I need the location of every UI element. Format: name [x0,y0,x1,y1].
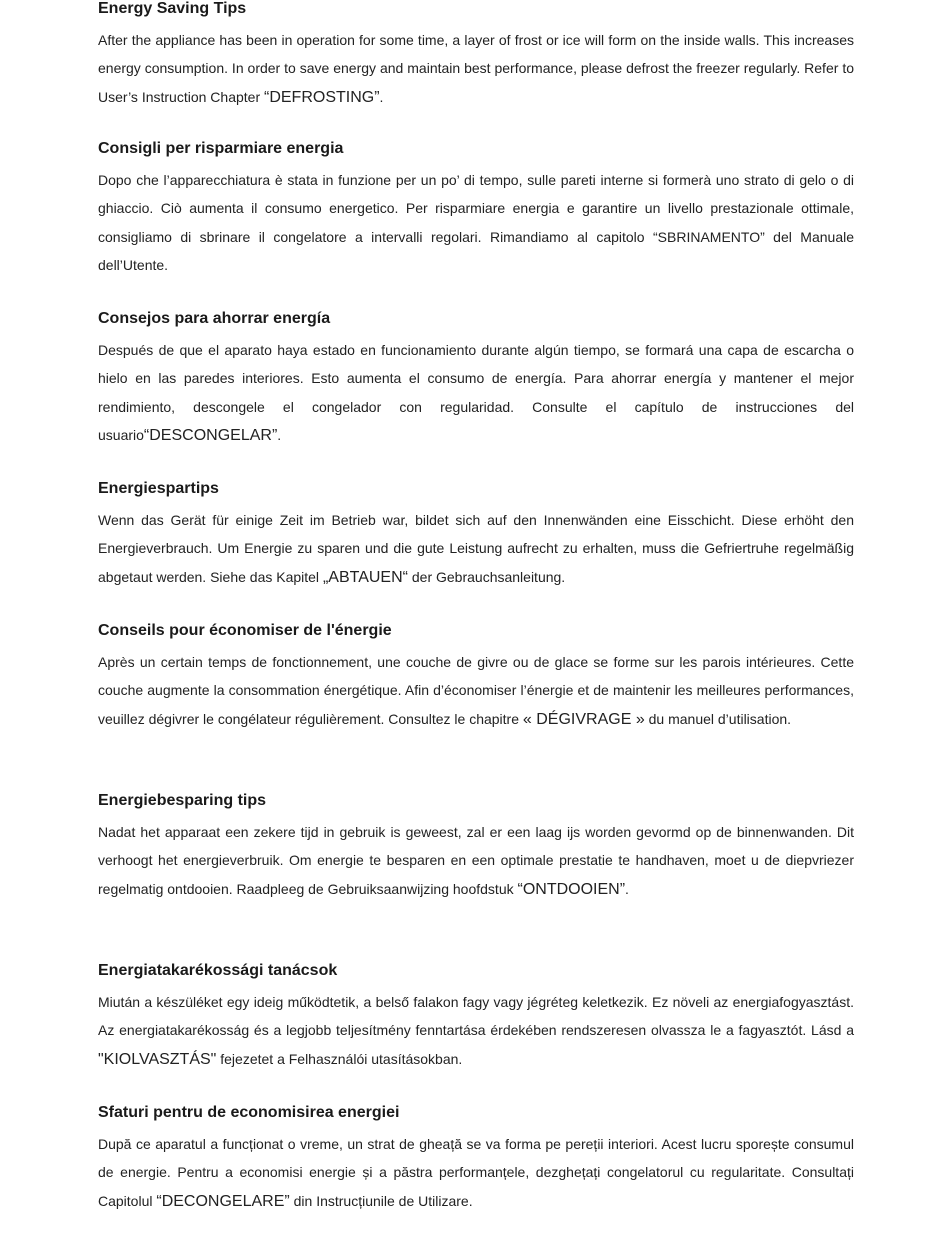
section-heading: Sfaturi pentru de economisirea energiei [98,1104,400,1121]
section-romanian [98,1104,854,1216]
section-spanish [98,310,854,450]
paragraph-text-end: du manuel d’utilisation. [644,710,792,727]
section-heading: Energiebesparing tips [98,792,267,809]
section-french [98,622,854,734]
paragraph-text: Wenn das Gerät für einige Zeit im Betrieb war, bildet sich auf den Innenwänden eine Eisschicht. Diese erhöht den Energieverbrauch. Um Energie zu sparen und die gute Leistung aufrecht zu erhalten, muss die Gefriertruhe regelmäßig abgetaut werden. Siehe das Kapitel [98,512,854,585]
section-heading: Conseils pour économiser de l'énergie [98,622,392,639]
paragraph-text-end: . [277,426,282,443]
section-paragraph [98,336,854,450]
paragraph-text-end: . [379,88,384,105]
section-paragraph [98,648,854,734]
paragraph-text-end: der Gebrauchsanleitung. [407,568,566,585]
paragraph-text-end: . [625,880,629,897]
section-paragraph [98,988,854,1074]
chapter-reference: “ONTDOOIEN” [517,880,626,898]
section-heading: Energiespartips [98,480,219,497]
paragraph-text: After the appliance has been in operation for some time, a layer of frost or ice will form on the inside walls. This increases energy consumption. In order to save energy and maintain best performance, please defrost the freezer regularly. Refer to User’s Instruction Chapter [98,32,854,105]
paragraph-text: Después de que el aparato haya estado en funcionamiento durante algún tiempo, se formará una capa de escarcha o hielo en las paredes interiores. Esto aumenta el consumo de energía. Para ahorrar energía y mantener el mejor rendimiento, descongele el congelador con regularidad. Consulte el capítulo de instrucciones del usuario [98,342,854,443]
paragraph-text-end: fejezetet a Felhasználói utasításokban. [216,1050,463,1067]
chapter-reference: “DEFROSTING” [264,88,380,106]
section-heading: Energy Saving Tips [98,0,247,17]
section-dutch [98,792,854,904]
chapter-reference: “DECONGELARE” [156,1192,290,1210]
paragraph-text: După ce aparatul a funcționat o vreme, un strat de gheață se va forma pe pereții interiori. Acest lucru sporește consumul de energie. Pentru a economisi energie și a păstra performanțele, dezghețați congelatorul cu regularitate. Consultați Capitolul [98,1136,854,1209]
section-paragraph [98,26,854,112]
paragraph-text-end: din Instrucțiunile de Utilizare. [289,1192,473,1209]
section-english [98,0,854,112]
paragraph-text: Dopo che l’apparecchiatura è stata in funzione per un po’ di tempo, sulle pareti interne si formerà uno strato di gelo o di ghiaccio. Ciò aumenta il consumo energetico. Per risparmiare energia e garantire un livello prestazionale ottimale, consigliamo di sbrinare il congelatore a intervalli regolari. Rimandiamo al capitolo “SBRINAMENTO” del Manuale dell’Utente. [98,172,854,273]
section-german [98,480,854,592]
paragraph-text: Après un certain temps de fonctionnement, une couche de givre ou de glace se forme sur les parois intérieures. Cette couche augmente la consommation énergétique. Afin d’économiser l’énergie et de maintenir les meilleures performances, veuillez dégivrer le congélateur régulièrement. Consultez le chapitre [98,654,854,727]
section-hungarian [98,962,854,1074]
chapter-reference: « DÉGIVRAGE » [522,710,645,728]
section-paragraph [98,1130,854,1216]
chapter-reference: “DESCONGELAR” [143,426,278,444]
section-paragraph [98,506,854,592]
section-paragraph [98,818,854,904]
section-heading: Consigli per risparmiare energia [98,140,344,157]
paragraph-text: Nadat het apparaat een zekere tijd in gebruik is geweest, zal er een laag ijs worden gevormd op de binnenwanden. Dit verhoogt het energieverbruik. Om energie te besparen en een optimale prestatie te handhaven, moet u de diepvriezer regelmatig ontdooien. Raadpleeg de Gebruiksaanwijzing hoofdstuk [98,824,854,897]
paragraph-text: Miután a készüléket egy ideig működtetik, a belső falakon fagy vagy jégréteg keletkezik. Ez növeli az energiafogyasztást. Az energiatakarékosság és a legjobb teljesítmény fenntartása érdekében rendszeresen olvassza le a fagyasztót. Lásd a [98,994,854,1039]
section-paragraph [98,166,854,280]
section-heading: Energiatakarékossági tanácsok [98,962,338,979]
chapter-reference: "KIOLVASZTÁS" [98,1050,217,1068]
section-italian [98,140,854,280]
chapter-reference: „ABTAUEN“ [322,568,408,586]
section-heading: Consejos para ahorrar energía [98,310,331,327]
